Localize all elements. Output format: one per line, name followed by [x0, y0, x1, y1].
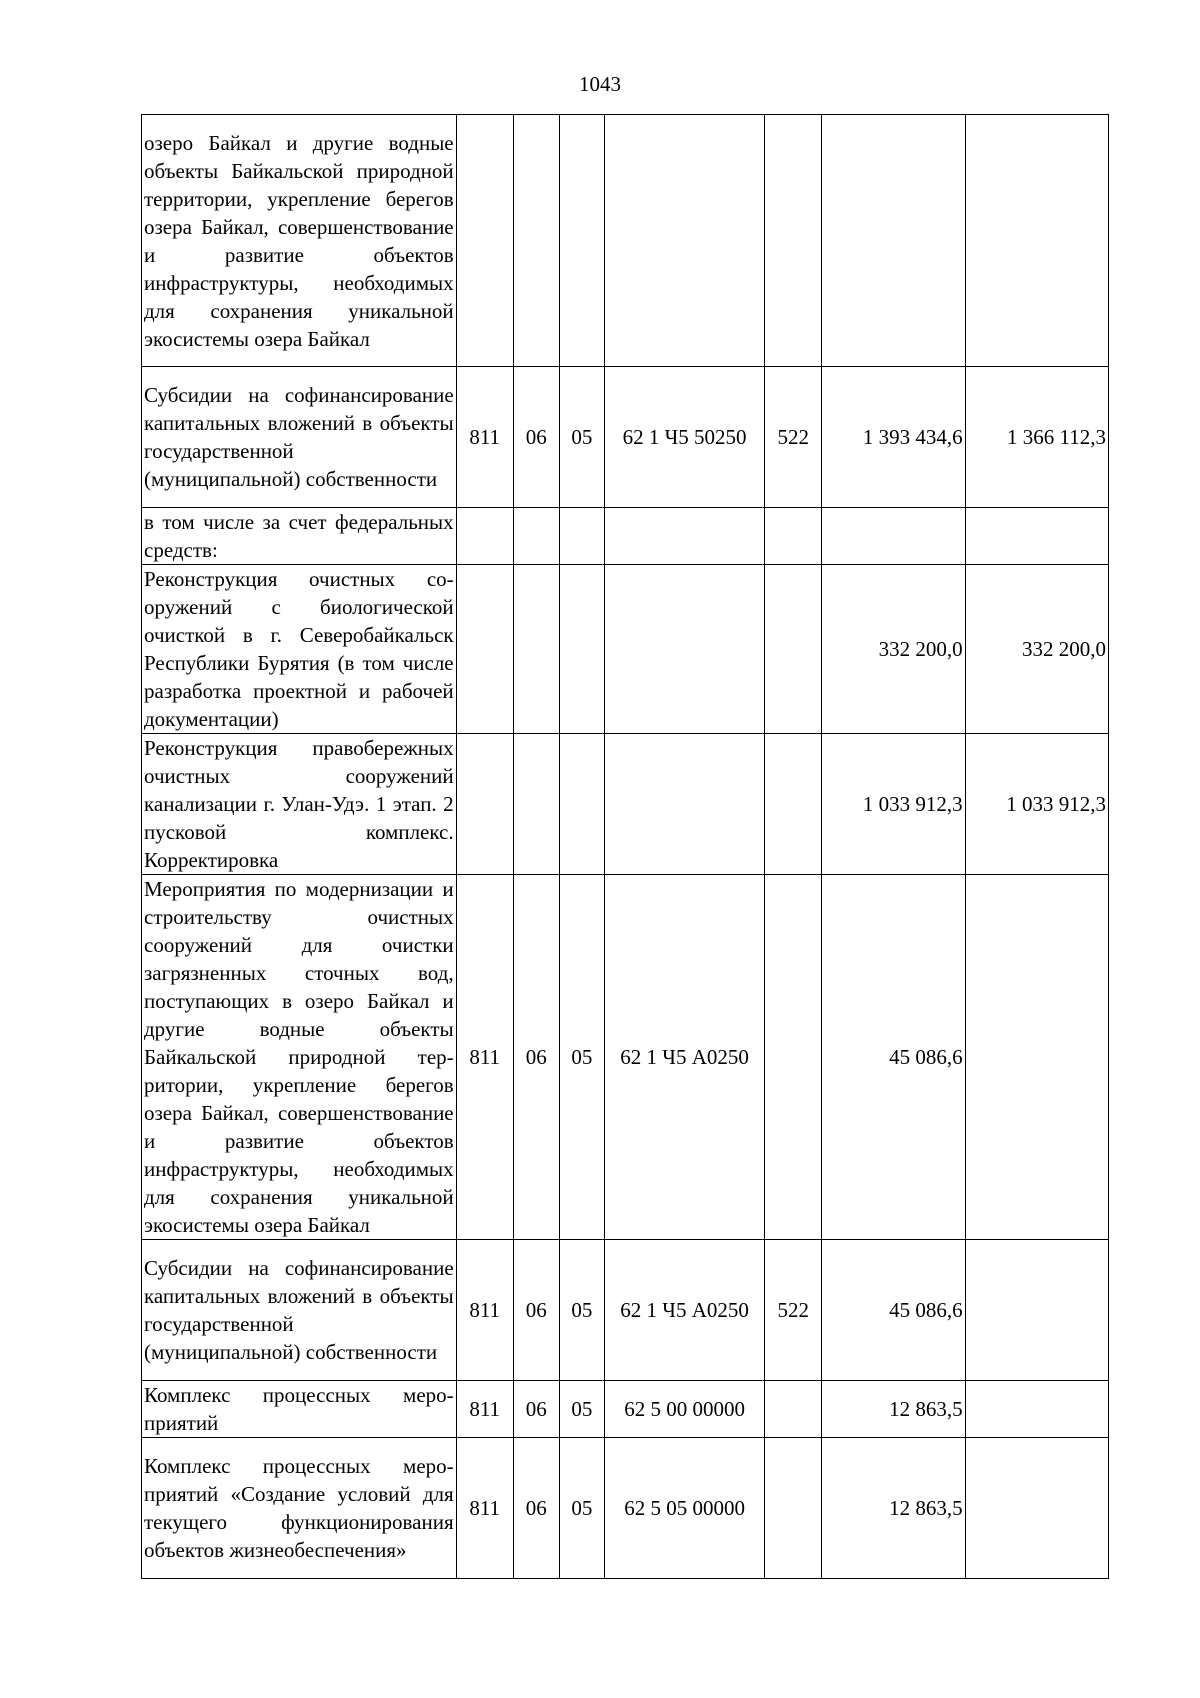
- row-description: Субсидии на софинансирование капитальных вложений в объекты государственной (муниципальной) собственности: [142, 367, 457, 508]
- amount-value-second: 1 033 912,3: [965, 734, 1108, 875]
- amount-value: 45 086,6: [822, 1240, 965, 1381]
- subsection-code: [559, 565, 604, 734]
- subsection-code: [559, 734, 604, 875]
- amount-value: 1 393 434,6: [822, 367, 965, 508]
- section-code: 06: [513, 1381, 559, 1438]
- subsection-code: 05: [559, 1381, 604, 1438]
- budget-table: [141, 114, 1109, 1579]
- amount-value-second: [965, 875, 1108, 1240]
- table-row: [142, 115, 1109, 367]
- subsection-code: 05: [559, 367, 604, 508]
- amount-value: 45 086,6: [822, 875, 965, 1240]
- row-description: Субсидии на софинансирование капитальных вложений в объекты государственной (муниципальной) собственности: [142, 1240, 457, 1381]
- subsection-code: 05: [559, 875, 604, 1240]
- subsection-code: 05: [559, 1438, 604, 1579]
- amount-value: 332 200,0: [822, 565, 965, 734]
- target-article-code: 62 5 05 00000: [604, 1438, 764, 1579]
- table-row: [142, 875, 1109, 1240]
- subsection-code: 05: [559, 1240, 604, 1381]
- page-number: 1043: [579, 72, 621, 96]
- ministry-code: 811: [456, 1381, 513, 1438]
- amount-value: 12 863,5: [822, 1438, 965, 1579]
- row-description: Комплекс процессных мероприятий «Создание условий для текущего функционирования объектов жизнеобеспечения»: [142, 1438, 457, 1579]
- amount-value: 1 033 912,3: [822, 734, 965, 875]
- amount-value-second: [965, 1438, 1108, 1579]
- expense-type-code: [765, 565, 822, 734]
- section-code: [513, 115, 559, 367]
- amount-value-second: [965, 508, 1108, 565]
- ministry-code: [456, 565, 513, 734]
- amount-value-second: [965, 1381, 1108, 1438]
- expense-type-code: 522: [765, 367, 822, 508]
- amount-value-second: [965, 1240, 1108, 1381]
- ministry-code: 811: [456, 367, 513, 508]
- amount-value: [822, 508, 965, 565]
- section-code: 06: [513, 1240, 559, 1381]
- ministry-code: [456, 115, 513, 367]
- target-article-code: 62 1 Ч5 А0250: [604, 1240, 764, 1381]
- section-code: [513, 508, 559, 565]
- subsection-code: [559, 115, 604, 367]
- target-article-code: [604, 115, 764, 367]
- amount-value-second: 332 200,0: [965, 565, 1108, 734]
- expense-type-code: [765, 734, 822, 875]
- ministry-code: [456, 508, 513, 565]
- amount-value-second: [965, 115, 1108, 367]
- row-description: Реконструкция очистных сооружений с биологической очисткой в г. Северобайкальск Республики Бурятия (в том числе разработка проектной и рабочей документации): [142, 565, 457, 734]
- expense-type-code: 522: [765, 1240, 822, 1381]
- expense-type-code: [765, 115, 822, 367]
- row-description: Комплекс процессных мероприятий: [142, 1381, 457, 1438]
- amount-value-second: 1 366 112,3: [965, 367, 1108, 508]
- ministry-code: [456, 734, 513, 875]
- section-code: 06: [513, 367, 559, 508]
- amount-value: 12 863,5: [822, 1381, 965, 1438]
- expense-type-code: [765, 1381, 822, 1438]
- table-row: [142, 1240, 1109, 1381]
- amount-value: [822, 115, 965, 367]
- table-row: [142, 565, 1109, 734]
- table-row: [142, 734, 1109, 875]
- ministry-code: 811: [456, 1438, 513, 1579]
- target-article-code: 62 1 Ч5 50250: [604, 367, 764, 508]
- row-description: озеро Байкал и другие водные объекты Байкальской природной территории, укрепление берегов озера Байкал, совершенствование и развитие объектов инфраструктуры, необходимых для сохранения уникальной экосистемы озера Байкал: [142, 115, 457, 367]
- target-article-code: [604, 508, 764, 565]
- section-code: [513, 734, 559, 875]
- target-article-code: [604, 734, 764, 875]
- expense-type-code: [765, 508, 822, 565]
- row-description: Мероприятия по модернизации и строительству очистных сооружений для очистки загрязненных сточных вод, поступающих в озеро Байкал и другие водные объекты Байкальской природной территории, укрепление берегов озера Байкал, совершенствование и развитие объектов инфраструктуры, необходимых для сохранения уникальной экосистемы озера Байкал: [142, 875, 457, 1240]
- table-row: [142, 1438, 1109, 1579]
- ministry-code: 811: [456, 1240, 513, 1381]
- section-code: 06: [513, 875, 559, 1240]
- subsection-code: [559, 508, 604, 565]
- target-article-code: 62 5 00 00000: [604, 1381, 764, 1438]
- target-article-code: [604, 565, 764, 734]
- table-row: [142, 1381, 1109, 1438]
- section-code: 06: [513, 1438, 559, 1579]
- table-row: [142, 508, 1109, 565]
- target-article-code: 62 1 Ч5 А0250: [604, 875, 764, 1240]
- row-description: в том числе за счет федеральных средств:: [142, 508, 457, 565]
- section-code: [513, 565, 559, 734]
- table-row: [142, 367, 1109, 508]
- expense-type-code: [765, 875, 822, 1240]
- expense-type-code: [765, 1438, 822, 1579]
- row-description: Реконструкция правобережных очистных сооружений канализации г. Улан-Удэ. 1 этап. 2 пусковой комплекс. Корректировка: [142, 734, 457, 875]
- ministry-code: 811: [456, 875, 513, 1240]
